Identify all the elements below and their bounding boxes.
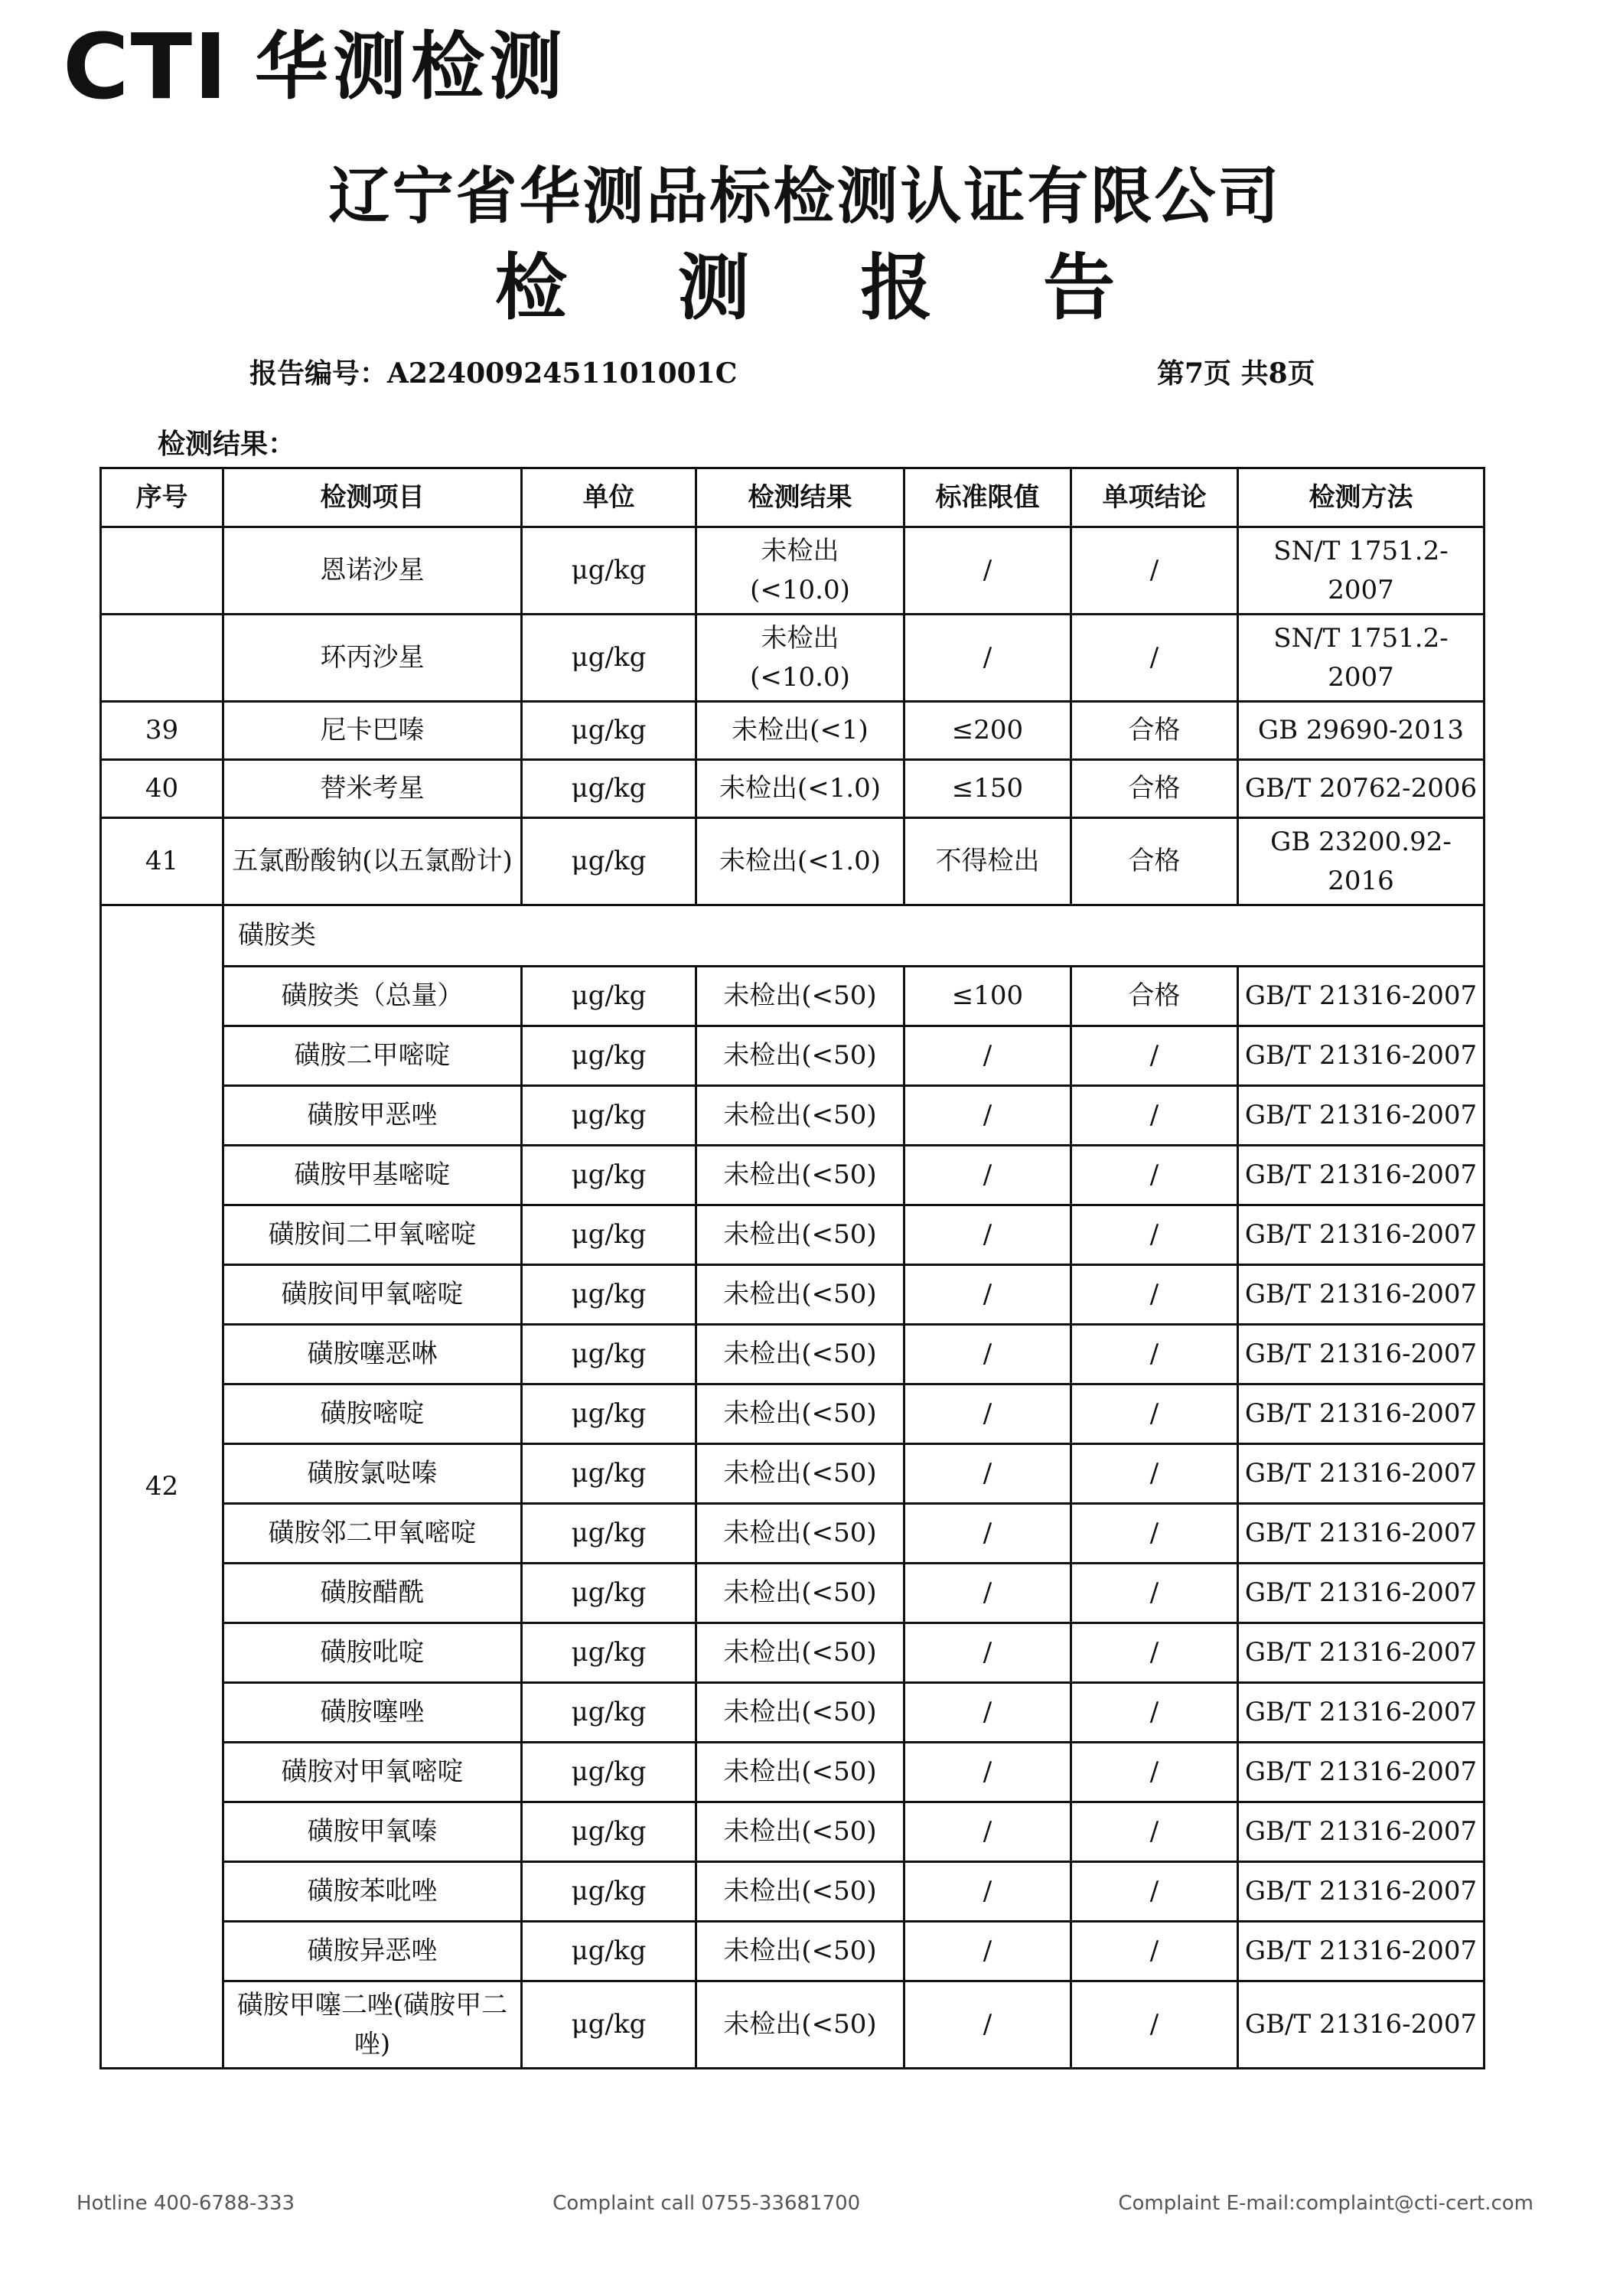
cell-item: 磺胺异恶唑 [223, 1922, 522, 1981]
company-name: 辽宁省华测品标检测认证有限公司 [328, 160, 1282, 232]
cell-limit: / [904, 1623, 1071, 1683]
cell-limit: / [904, 1026, 1071, 1086]
cell-unit: μg/kg [522, 967, 696, 1026]
cell-method: GB/T 21316-2007 [1238, 1564, 1485, 1623]
header-result: 检测结果 [696, 468, 904, 527]
cell-unit: μg/kg [522, 1564, 696, 1623]
cell-unit: μg/kg [522, 1802, 696, 1862]
footer-hotline: Hotline 400-6788-333 [77, 2192, 295, 2215]
cell-item: 磺胺甲噻二唑(磺胺甲二唑) [223, 1981, 522, 2069]
cell-conclusion: / [1071, 1205, 1238, 1265]
cell-result: 未检出(<50) [696, 1265, 904, 1325]
cell-unit: μg/kg [522, 1922, 696, 1981]
cell-result: 未检出(<50) [696, 1444, 904, 1504]
cell-result: 未检出(<50) [696, 1862, 904, 1922]
table-row [101, 1504, 1485, 1564]
cell-result: 未检出 (<10.0) [696, 527, 904, 615]
cell-unit: μg/kg [522, 1384, 696, 1444]
cell-limit: / [904, 1862, 1071, 1922]
logo-latin: CTI [63, 14, 229, 119]
cell-limit: / [904, 1564, 1071, 1623]
footer [77, 2192, 1533, 2215]
table-row [101, 1384, 1485, 1444]
cell-unit: μg/kg [522, 1026, 696, 1086]
cell-result: 未检出(<50) [696, 967, 904, 1026]
cell-limit: ≤200 [904, 702, 1071, 760]
cell-item: 磺胺噻恶啉 [223, 1325, 522, 1384]
cell-conclusion: / [1071, 1802, 1238, 1862]
cell-result: 未检出 (<10.0) [696, 615, 904, 702]
table-row [101, 1862, 1485, 1922]
cell-result: 未检出(<50) [696, 1623, 904, 1683]
cell-conclusion: / [1071, 1683, 1238, 1743]
cell-method: GB/T 21316-2007 [1238, 1862, 1485, 1922]
cell-result: 未检出(<50) [696, 1146, 904, 1205]
cell-item: 磺胺二甲嘧啶 [223, 1026, 522, 1086]
table-row [101, 702, 1485, 760]
cell-conclusion: / [1071, 527, 1238, 615]
cell-item: 恩诺沙星 [223, 527, 522, 615]
table-row [101, 818, 1485, 905]
cell-limit: / [904, 1265, 1071, 1325]
cell-unit: μg/kg [522, 615, 696, 702]
header-conclusion: 单项结论 [1071, 468, 1238, 527]
cell-limit: / [904, 1205, 1071, 1265]
cell-no [101, 615, 223, 702]
cell-conclusion: / [1071, 1623, 1238, 1683]
cell-item: 磺胺甲氧嗪 [223, 1802, 522, 1862]
cell-item: 磺胺醋酰 [223, 1564, 522, 1623]
cell-item: 磺胺间甲氧嘧啶 [223, 1265, 522, 1325]
cell-conclusion: / [1071, 1146, 1238, 1205]
cell-unit: μg/kg [522, 1444, 696, 1504]
page-indicator: 第7页 共8页 [1157, 357, 1315, 390]
cell-item: 磺胺噻唑 [223, 1683, 522, 1743]
cell-result: 未检出(<50) [696, 1564, 904, 1623]
cell-method: GB/T 21316-2007 [1238, 1981, 1485, 2069]
cell-method: GB/T 21316-2007 [1238, 1802, 1485, 1862]
table-row [101, 1444, 1485, 1504]
cell-item: 尼卡巴嗪 [223, 702, 522, 760]
cell-result: 未检出(<50) [696, 1981, 904, 2069]
cell-unit: μg/kg [522, 527, 696, 615]
cell-limit: 不得检出 [904, 818, 1071, 905]
cell-method: GB/T 21316-2007 [1238, 1683, 1485, 1743]
header-limit: 标准限值 [904, 468, 1071, 527]
table-row [101, 1265, 1485, 1325]
cell-result: 未检出(<1.0) [696, 818, 904, 905]
cell-result: 未检出(<50) [696, 1922, 904, 1981]
group-label: 磺胺类 [223, 905, 1485, 967]
cell-limit: ≤100 [904, 967, 1071, 1026]
cell-item: 磺胺邻二甲氧嘧啶 [223, 1504, 522, 1564]
cell-conclusion: / [1071, 1504, 1238, 1564]
cell-method: GB/T 21316-2007 [1238, 1325, 1485, 1384]
table-row [101, 1564, 1485, 1623]
group-number: 42 [101, 905, 223, 2069]
logo-chinese: 华测检测 [255, 24, 567, 109]
cell-method: GB/T 21316-2007 [1238, 1026, 1485, 1086]
cell-item: 环丙沙星 [223, 615, 522, 702]
cell-item: 磺胺间二甲氧嘧啶 [223, 1205, 522, 1265]
cell-limit: / [904, 1683, 1071, 1743]
cell-method: GB/T 21316-2007 [1238, 1086, 1485, 1146]
cell-no: 40 [101, 760, 223, 818]
cell-result: 未检出(<50) [696, 1086, 904, 1146]
cell-limit: ≤150 [904, 760, 1071, 818]
cell-method: GB/T 20762-2006 [1238, 760, 1485, 818]
footer-complaint-email: Complaint E-mail:complaint@cti-cert.com [1118, 2192, 1533, 2215]
cell-limit: / [904, 1922, 1071, 1981]
cell-limit: / [904, 1325, 1071, 1384]
cell-limit: / [904, 1504, 1071, 1564]
cell-limit: / [904, 615, 1071, 702]
table-row [101, 1026, 1485, 1086]
cell-method: GB/T 21316-2007 [1238, 967, 1485, 1026]
cell-unit: μg/kg [522, 1623, 696, 1683]
report-title: 检 测 报 告 [494, 246, 1159, 330]
cell-conclusion: / [1071, 1862, 1238, 1922]
table-row [101, 1922, 1485, 1981]
table-row [101, 967, 1485, 1026]
cell-conclusion: / [1071, 1265, 1238, 1325]
cell-unit: μg/kg [522, 1981, 696, 2069]
cell-conclusion: / [1071, 1743, 1238, 1802]
cell-result: 未检出(<50) [696, 1683, 904, 1743]
cell-unit: μg/kg [522, 1683, 696, 1743]
cell-limit: / [904, 527, 1071, 615]
cell-item: 磺胺苯吡唑 [223, 1862, 522, 1922]
cell-conclusion: / [1071, 1384, 1238, 1444]
header-method: 检测方法 [1238, 468, 1485, 527]
cell-method: GB/T 21316-2007 [1238, 1743, 1485, 1802]
cell-conclusion: / [1071, 1564, 1238, 1623]
footer-complaint-call: Complaint call 0755-33681700 [552, 2192, 861, 2215]
cell-item: 磺胺对甲氧嘧啶 [223, 1743, 522, 1802]
cell-conclusion: / [1071, 1444, 1238, 1504]
cell-conclusion: / [1071, 1325, 1238, 1384]
cell-result: 未检出(<50) [696, 1802, 904, 1862]
cell-result: 未检出(<1) [696, 702, 904, 760]
cell-item: 磺胺吡啶 [223, 1623, 522, 1683]
cell-conclusion: 合格 [1071, 760, 1238, 818]
table-row [101, 1205, 1485, 1265]
cell-conclusion: / [1071, 615, 1238, 702]
cell-method: SN/T 1751.2-2007 [1238, 527, 1485, 615]
cell-result: 未检出(<50) [696, 1205, 904, 1265]
table-row [101, 1623, 1485, 1683]
cell-limit: / [904, 1802, 1071, 1862]
cell-method: SN/T 1751.2-2007 [1238, 615, 1485, 702]
cell-unit: μg/kg [522, 1205, 696, 1265]
cell-result: 未检出(<1.0) [696, 760, 904, 818]
cell-conclusion: / [1071, 1086, 1238, 1146]
cell-result: 未检出(<50) [696, 1026, 904, 1086]
cell-conclusion: 合格 [1071, 702, 1238, 760]
table-header-row [101, 468, 1485, 527]
table-row [101, 1802, 1485, 1862]
cell-result: 未检出(<50) [696, 1504, 904, 1564]
header-no: 序号 [101, 468, 223, 527]
cell-unit: μg/kg [522, 818, 696, 905]
table-row [101, 1146, 1485, 1205]
cell-conclusion: / [1071, 1026, 1238, 1086]
table-row [101, 1086, 1485, 1146]
cell-unit: μg/kg [522, 1743, 696, 1802]
table-row [101, 1981, 1485, 2069]
cell-conclusion: / [1071, 1922, 1238, 1981]
cell-unit: μg/kg [522, 1862, 696, 1922]
table-row [101, 760, 1485, 818]
group-header-row [101, 905, 1485, 967]
cell-limit: / [904, 1743, 1071, 1802]
cell-limit: / [904, 1981, 1071, 2069]
cell-result: 未检出(<50) [696, 1384, 904, 1444]
cell-item: 替米考星 [223, 760, 522, 818]
cell-result: 未检出(<50) [696, 1743, 904, 1802]
cell-method: GB/T 21316-2007 [1238, 1384, 1485, 1444]
cell-method: GB/T 21316-2007 [1238, 1265, 1485, 1325]
cell-item: 五氯酚酸钠(以五氯酚计) [223, 818, 522, 905]
table-row [101, 615, 1485, 702]
cell-no [101, 527, 223, 615]
cell-unit: μg/kg [522, 702, 696, 760]
cell-limit: / [904, 1146, 1071, 1205]
cell-method: GB 29690-2013 [1238, 702, 1485, 760]
table-row [101, 1683, 1485, 1743]
report-number: 报告编号：A2240092451101001C [249, 357, 738, 390]
cell-item: 磺胺甲基嘧啶 [223, 1146, 522, 1205]
table-row [101, 1325, 1485, 1384]
cti-logo [63, 14, 567, 119]
section-title: 检测结果： [158, 428, 296, 460]
cell-conclusion: / [1071, 1981, 1238, 2069]
cell-method: GB/T 21316-2007 [1238, 1623, 1485, 1683]
cell-limit: / [904, 1444, 1071, 1504]
cell-limit: / [904, 1384, 1071, 1444]
cell-item: 磺胺氯哒嗪 [223, 1444, 522, 1504]
cell-unit: μg/kg [522, 1265, 696, 1325]
cell-method: GB/T 21316-2007 [1238, 1922, 1485, 1981]
header-unit: 单位 [522, 468, 696, 527]
results-table [99, 467, 1485, 2069]
header-item: 检测项目 [223, 468, 522, 527]
cell-unit: μg/kg [522, 1325, 696, 1384]
cell-limit: / [904, 1086, 1071, 1146]
cell-conclusion: 合格 [1071, 967, 1238, 1026]
cell-unit: μg/kg [522, 1146, 696, 1205]
cell-item: 磺胺甲恶唑 [223, 1086, 522, 1146]
cell-unit: μg/kg [522, 1504, 696, 1564]
cell-no: 41 [101, 818, 223, 905]
cell-method: GB/T 21316-2007 [1238, 1504, 1485, 1564]
cell-unit: μg/kg [522, 760, 696, 818]
table-row [101, 527, 1485, 615]
cell-item: 磺胺类（总量） [223, 967, 522, 1026]
cell-no: 39 [101, 702, 223, 760]
cell-method: GB/T 21316-2007 [1238, 1444, 1485, 1504]
cell-method: GB/T 21316-2007 [1238, 1146, 1485, 1205]
cell-unit: μg/kg [522, 1086, 696, 1146]
cell-item: 磺胺嘧啶 [223, 1384, 522, 1444]
cell-method: GB 23200.92-2016 [1238, 818, 1485, 905]
cell-method: GB/T 21316-2007 [1238, 1205, 1485, 1265]
table-row [101, 1743, 1485, 1802]
cell-result: 未检出(<50) [696, 1325, 904, 1384]
cell-conclusion: 合格 [1071, 818, 1238, 905]
